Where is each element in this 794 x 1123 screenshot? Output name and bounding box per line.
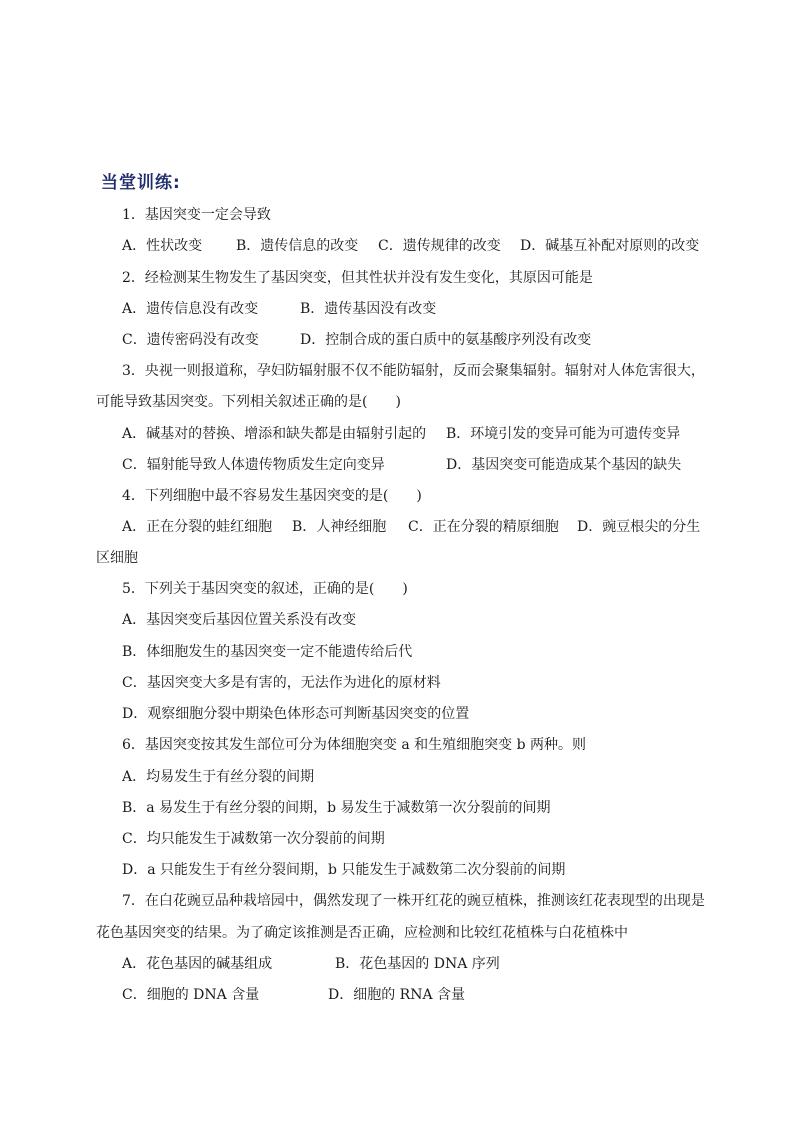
question-4-option-a: A．正在分裂的蛙红细胞 — [122, 519, 273, 535]
question-6-option-b: B．a 易发生于有丝分裂的间期，b 易发生于减数第一次分裂前的间期 — [122, 800, 551, 816]
section-heading: 当堂训练: — [101, 173, 181, 193]
question-6-option-d: D．a 只能发生于有丝分裂间期，b 只能发生于减数第二次分裂前的间期 — [122, 862, 566, 878]
question-6-stem: 6．基因突变按其发生部位可分为体细胞突变 a 和生殖细胞突变 b 两种。则 — [122, 737, 587, 753]
question-4-option-c: C．正在分裂的精原细胞 — [408, 519, 559, 535]
question-1-option-d: D．碱基互补配对原则的改变 — [520, 238, 700, 254]
question-5-option-a: A．基因突变后基因位置关系没有改变 — [122, 612, 357, 628]
question-6-option-c: C．均只能发生于减数第一次分裂前的间期 — [122, 831, 385, 847]
question-7-stem-line-2: 花色基因突变的结果。为了确定该推测是否正确，应检测和比较红花植株与白花植株中 — [96, 925, 628, 941]
question-2-option-b: B．遗传基因没有改变 — [300, 301, 437, 317]
question-2-option-c: C．遗传密码没有改变 — [122, 332, 259, 348]
question-5-stem: 5．下列关于基因突变的叙述，正确的是( ) — [122, 581, 408, 597]
question-3-option-a: A．碱基对的替换、增添和缺失都是由辐射引起的 — [122, 426, 427, 442]
question-7-option-b: B．花色基因的 DNA 序列 — [335, 956, 500, 972]
question-4-option-b: B．人神经细胞 — [292, 519, 387, 535]
question-3-option-b: B．环境引发的变异可能为可遗传变异 — [446, 426, 681, 442]
question-3-option-c: C．辐射能导致人体遗传物质发生定向变异 — [122, 457, 385, 473]
question-7-option-d: D．细胞的 RNA 含量 — [328, 987, 466, 1003]
question-3-stem-line-1: 3．央视一则报道称，孕妇防辐射服不仅不能防辐射，反而会聚集辐射。辐射对人体危害很大， — [122, 363, 705, 379]
question-2-option-d: D．控制合成的蛋白质中的氨基酸序列没有改变 — [300, 332, 592, 348]
question-7-option-a: A．花色基因的碱基组成 — [122, 956, 273, 972]
question-4-option-d: D．豌豆根尖的分生 — [577, 519, 701, 535]
question-2-stem: 2．经检测某生物发生了基因突变，但其性状并没有发生变化，其原因可能是 — [122, 270, 593, 286]
question-3-option-d: D．基因突变可能造成某个基因的缺失 — [446, 457, 682, 473]
question-5-option-b: B．体细胞发生的基因突变一定不能遗传给后代 — [122, 644, 413, 660]
question-1-option-c: C．遗传规律的改变 — [378, 238, 501, 254]
question-1-option-a: A．性状改变 — [122, 238, 203, 254]
question-7-stem-line-1: 7．在白花豌豆品种栽培园中，偶然发现了一株开红花的豌豆植株，推测该红花表现型的出现是 — [122, 893, 705, 909]
question-3-stem-line-2: 可能导致基因突变。下列相关叙述正确的是( ) — [96, 394, 401, 410]
question-1-option-b: B．遗传信息的改变 — [236, 238, 359, 254]
question-6-option-a: A．均易发生于有丝分裂的间期 — [122, 769, 315, 785]
question-5-option-d: D．观察细胞分裂中期染色体形态可判断基因突变的位置 — [122, 706, 470, 722]
question-7-option-c: C．细胞的 DNA 含量 — [122, 987, 260, 1003]
question-4-option-d-continued: 区细胞 — [96, 550, 138, 566]
question-4-stem: 4．下列细胞中最不容易发生基因突变的是( ) — [122, 488, 422, 504]
question-2-option-a: A．遗传信息没有改变 — [122, 301, 259, 317]
question-5-option-c: C．基因突变大多是有害的，无法作为进化的原材料 — [122, 675, 441, 691]
question-1-stem: 1．基因突变一定会导致 — [122, 207, 271, 223]
